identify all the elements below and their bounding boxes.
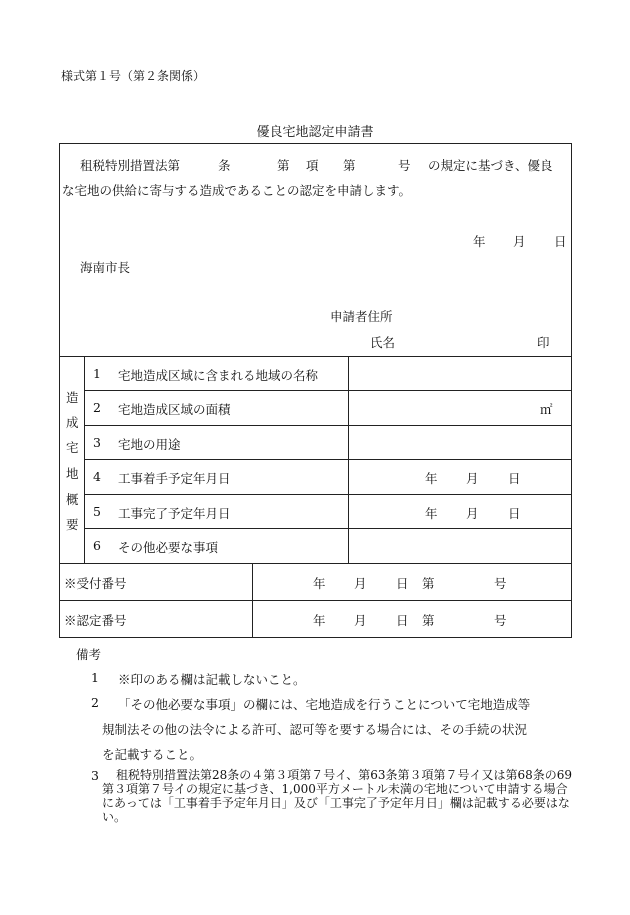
- receipt-day: 日: [396, 576, 409, 591]
- paragraph-label: 項: [306, 158, 319, 173]
- area-unit: ㎡: [540, 402, 553, 417]
- approval-number-label: ※認定番号: [64, 613, 127, 628]
- remark-text: 「その他必要な事項」の欄には、宅地造成を行うことについて宅地造成等: [118, 697, 531, 712]
- side-label-char: 成: [66, 415, 79, 430]
- applicant-name-label: 氏名: [370, 335, 396, 350]
- item-prefix: 第: [343, 158, 356, 173]
- divider: [59, 356, 572, 357]
- receipt-no-suffix: 号: [494, 576, 507, 591]
- remark-text: を記載すること。: [102, 747, 203, 762]
- divider: [84, 459, 572, 460]
- divider: [59, 600, 572, 601]
- seal-label: 印: [537, 335, 550, 350]
- row-number: 4: [93, 469, 101, 484]
- item-label: 号: [398, 158, 411, 173]
- row-label: 工事完了予定年月日: [118, 506, 231, 521]
- receipt-number-label: ※受付番号: [64, 576, 127, 591]
- statement-line2: な宅地の供給に寄与する造成であることの認定を申請します。: [62, 183, 412, 198]
- addressee: 海南市長: [80, 260, 131, 275]
- document-title: 優良宅地認定申請書: [256, 125, 374, 140]
- remark-number: 1: [91, 670, 99, 685]
- approval-no-suffix: 号: [494, 613, 507, 628]
- divider: [59, 563, 572, 564]
- side-label-char: 地: [66, 466, 79, 481]
- divider: [84, 425, 572, 426]
- paragraph-prefix: 第: [277, 158, 290, 173]
- side-label-char: 造: [66, 390, 79, 405]
- row-number: 5: [93, 504, 101, 519]
- divider: [84, 390, 572, 391]
- row-number: 2: [93, 400, 101, 415]
- completion-month: 月: [466, 506, 479, 521]
- approval-day: 日: [396, 613, 409, 628]
- start-month: 月: [466, 471, 479, 486]
- remark-number: 3: [91, 768, 99, 783]
- applicant-address-label: 申請者住所: [330, 309, 393, 324]
- start-day: 日: [508, 471, 521, 486]
- approval-year: 年: [313, 613, 326, 628]
- divider: [84, 494, 572, 495]
- law-prefix: 租税特別措置法第: [80, 158, 181, 173]
- row-number: 3: [93, 435, 101, 450]
- statement-line1-tail: の規定に基づき、優良: [428, 158, 553, 173]
- date-month: 月: [513, 234, 526, 249]
- date-day: 日: [554, 234, 567, 249]
- row-label: 宅地造成区域の面積: [118, 402, 231, 417]
- row-label: その他必要な事項: [118, 540, 219, 555]
- remark-text: 租税特別措置法第28条の４第３項第７号イ、第63条第３項第７号イ又は第68条の69第３項第７号イの規定に基づき、1,000平方メートル未満の宅地について申請する場合にあっては「工事着手予定年月日」及び「工事完了予定年月日」欄は記載する必要はない。: [102, 768, 573, 824]
- receipt-no-prefix: 第: [422, 576, 435, 591]
- side-label-char: 宅: [66, 440, 79, 455]
- start-year: 年: [425, 471, 438, 486]
- remark-text: 規制法その他の法令による許可、認可等を要する場合には、その手続の状況: [102, 722, 528, 737]
- side-label-char: 要: [66, 517, 79, 532]
- date-year: 年: [473, 234, 486, 249]
- row-number: 6: [93, 538, 101, 553]
- row-label: 宅地造成区域に含まれる地域の名称: [118, 368, 319, 383]
- article-label: 条: [218, 158, 231, 173]
- completion-day: 日: [508, 506, 521, 521]
- form-number: 様式第１号（第２条関係）: [61, 69, 206, 83]
- completion-year: 年: [425, 506, 438, 521]
- approval-no-prefix: 第: [422, 613, 435, 628]
- remarks-heading: 備考: [76, 647, 102, 662]
- row-number: 1: [93, 366, 101, 381]
- row-label: 工事着手予定年月日: [118, 471, 231, 486]
- row-label: 宅地の用途: [118, 437, 181, 452]
- receipt-month: 月: [354, 576, 367, 591]
- remark-text: ※印のある欄は記載しないこと。: [118, 672, 306, 687]
- divider: [84, 528, 572, 529]
- side-label-char: 概: [66, 492, 79, 507]
- receipt-year: 年: [313, 576, 326, 591]
- remark-number: 2: [91, 695, 99, 710]
- approval-month: 月: [354, 613, 367, 628]
